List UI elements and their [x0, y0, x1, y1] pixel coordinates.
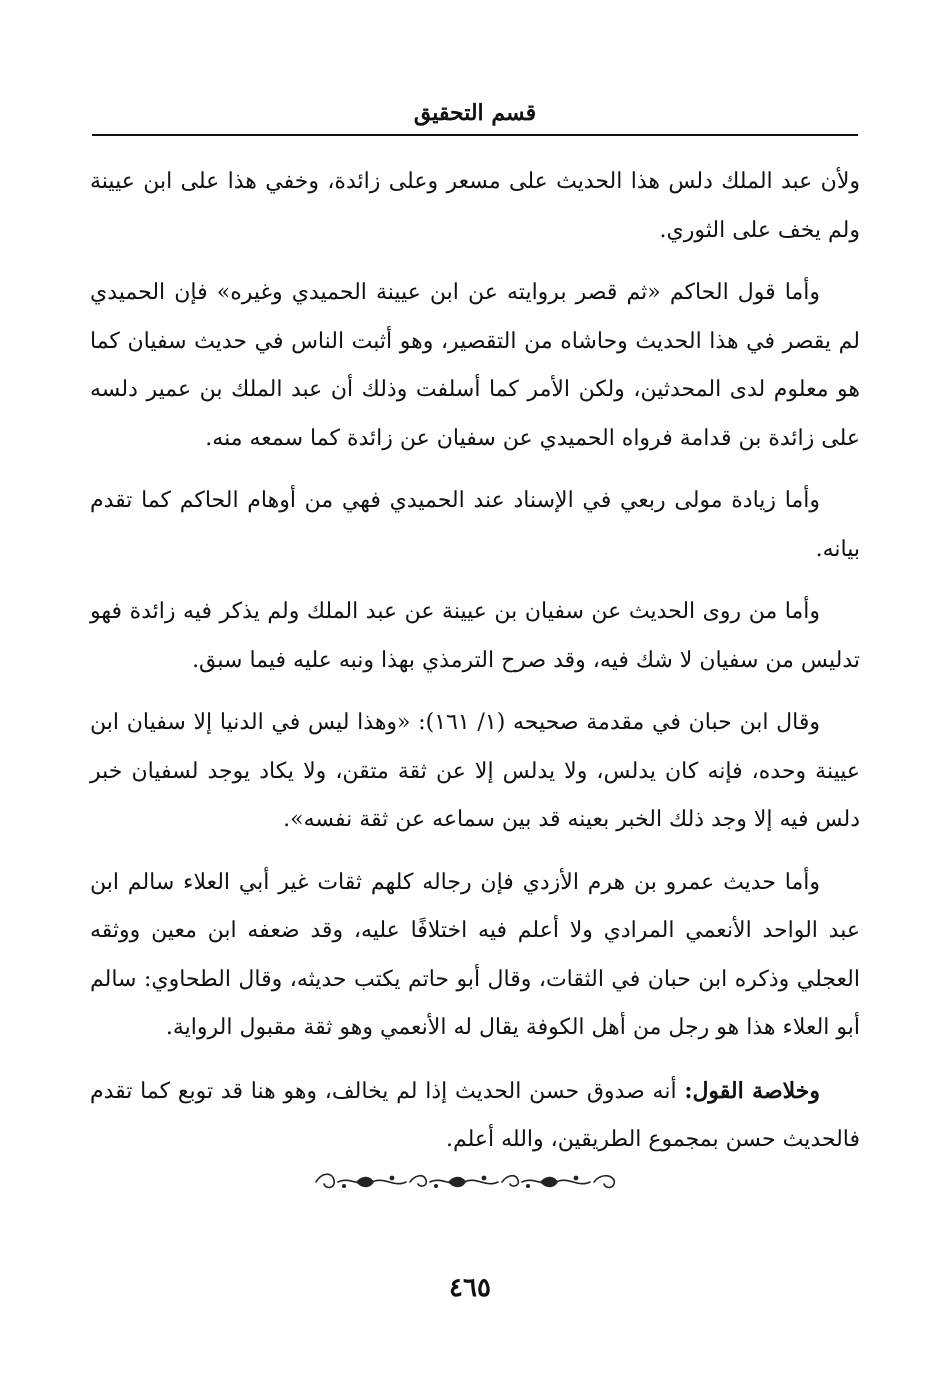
running-header: قسم التحقيق — [413, 100, 537, 126]
paragraph-text: وأما حديث عمرو بن هرم الأزدي فإن رجاله كلهم ثقات غير أبي العلاء سالم ابن عبد الواحد الأنعمي المرادي ولا أعلم فيه اختلافًا عليه، وقد ضعفه ابن معين ووثقه العجلي وذكره ابن حبان في الثقات، وقال أبو حاتم يكتب حديثه، وقال الطحاوي: سالم أبو العلاء هذا هو رجل من أهل الكوفة يقال له الأنعمي وهو ثقة مقبول الرواية. — [90, 869, 860, 1040]
paragraph-text: وأما من روى الحديث عن سفيان بن عيينة عن عبد الملك ولم يذكر فيه زائدة فهو تدليس من سفيان لا شك فيه، وقد صرح الترمذي بهذا ونبه عليه فيما سبق. — [90, 599, 860, 673]
conclusion-lead: وخلاصة القول: — [684, 1077, 820, 1104]
paragraph — [90, 269, 860, 463]
page-number: ٤٦٥ — [449, 1273, 491, 1303]
conclusion-paragraph — [90, 1067, 860, 1165]
paragraph-text: وأما زيادة مولى ربعي في الإسناد عند الحميدي فهي من أوهام الحاكم كما تقدم بيانه. — [90, 488, 860, 562]
paragraph — [90, 859, 860, 1053]
floral-divider-icon — [310, 1166, 630, 1198]
main-text — [90, 158, 860, 1179]
paragraph-text: وأما قول الحاكم «ثم قصر بروايته عن ابن عيينة الحميدي وغيره» فإن الحميدي لم يقصر في هذا الحديث وحاشاه من التقصير، وهو أثبت الناس في حديث سفيان كما هو معلوم لدى المحدثين، ولكن الأمر كما أسلفت وذلك أن عبد الملك بن عمير دلسه على زائدة بن قدامة فرواه الحميدي عن سفيان عن زائدة كما سمعه منه. — [90, 280, 860, 451]
paragraph-text: أنه صدوق حسن الحديث إذا لم يخالف، وهو هنا قد توبع كما تقدم فالحديث حسن بمجموع الطريقين، والله أعلم. — [90, 1078, 860, 1152]
paragraph-text: ولأن عبد الملك دلس هذا الحديث على مسعر وعلى زائدة، وخفي هذا على ابن عيينة ولم يخف على الثوري. — [90, 169, 860, 243]
paragraph — [90, 699, 860, 845]
paragraph-text: وقال ابن حبان في مقدمة صحيحه (١/ ١٦١): «وهذا ليس في الدنيا إلا سفيان ابن عيينة وحده، فإنه كان يدلس، ولا يدلس إلا عن ثقة متقن، ولا يكاد يوجد لسفيان خبر دلس فيه إلا وجد ذلك الخبر بعينه قد بين سماعه عن ثقة نفسه». — [90, 710, 860, 832]
paragraph — [90, 158, 860, 255]
paragraph — [90, 477, 860, 574]
paragraph — [90, 588, 860, 685]
header-rule — [92, 134, 858, 136]
